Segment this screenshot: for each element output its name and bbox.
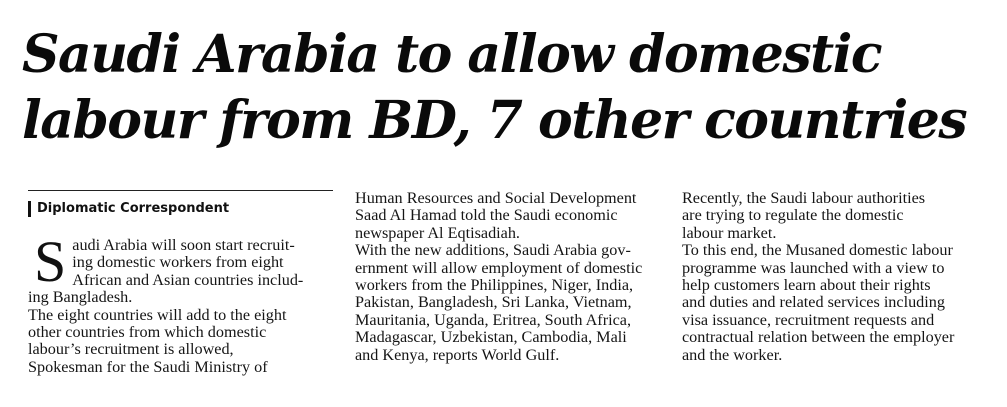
text-line: The eight countries will add to the eight — [28, 305, 287, 324]
text-line: Pakistan, Bangladesh, Sri Lanka, Vietnam, — [355, 293, 632, 312]
text-line: contractual relation between the employer — [682, 328, 955, 347]
article-column-3 — [682, 190, 987, 364]
byline: Diplomatic Correspondent — [28, 201, 229, 217]
article-column-2 — [355, 190, 660, 364]
headline-line-2: labour from BD, 7 other countries — [22, 90, 967, 151]
text-line: visa issuance, recruitment requests and — [682, 310, 935, 329]
byline-rule — [28, 190, 333, 219]
text-line: audi Arabia will soon start recruit- — [72, 236, 295, 254]
lead-paragraph — [28, 229, 330, 294]
drop-cap: S — [34, 229, 67, 294]
text-line: ernment will allow employment of domestic — [355, 258, 643, 277]
text-line: help customers learn about their rights — [682, 276, 931, 295]
text-line: Human Resources and Social Development — [355, 189, 637, 207]
text-line: Saad Al Hamad told the Saudi economic — [355, 206, 618, 225]
text-line: Mauritania, Uganda, Eritrea, South Africa, — [355, 310, 631, 329]
text-line: and duties and related services including — [682, 293, 945, 312]
headline — [22, 22, 997, 154]
headline-line-1: Saudi Arabia to allow domestic — [22, 24, 882, 85]
text-line: and Kenya, reports World Gulf. — [355, 345, 560, 364]
text-line: Recently, the Saudi labour authorities — [682, 189, 926, 207]
text-line: workers from the Philippines, Niger, India, — [355, 276, 634, 295]
text-line: are trying to regulate the domestic — [682, 206, 904, 225]
text-line: other countries from which domestic — [28, 323, 267, 342]
text-line: To this end, the Musaned domestic labour — [682, 241, 953, 260]
text-line: African and Asian countries includ- — [72, 270, 304, 289]
text-line: Spokesman for the Saudi Ministry of — [28, 357, 268, 376]
text-line: ing domestic workers from eight — [72, 253, 284, 272]
text-line: Madagascar, Uzbekistan, Cambodia, Mali — [355, 328, 627, 347]
text-line: ing Bangladesh. — [28, 288, 133, 307]
text-line: newspaper Al Eqtisadiah. — [355, 223, 520, 242]
text-line: labour market. — [682, 223, 777, 242]
text-line: With the new additions, Saudi Arabia gov- — [355, 241, 631, 260]
text-line: programme was launched with a view to — [682, 258, 945, 277]
text-line: labour’s recruitment is allowed, — [28, 340, 234, 359]
text-line: and the worker. — [682, 345, 783, 364]
